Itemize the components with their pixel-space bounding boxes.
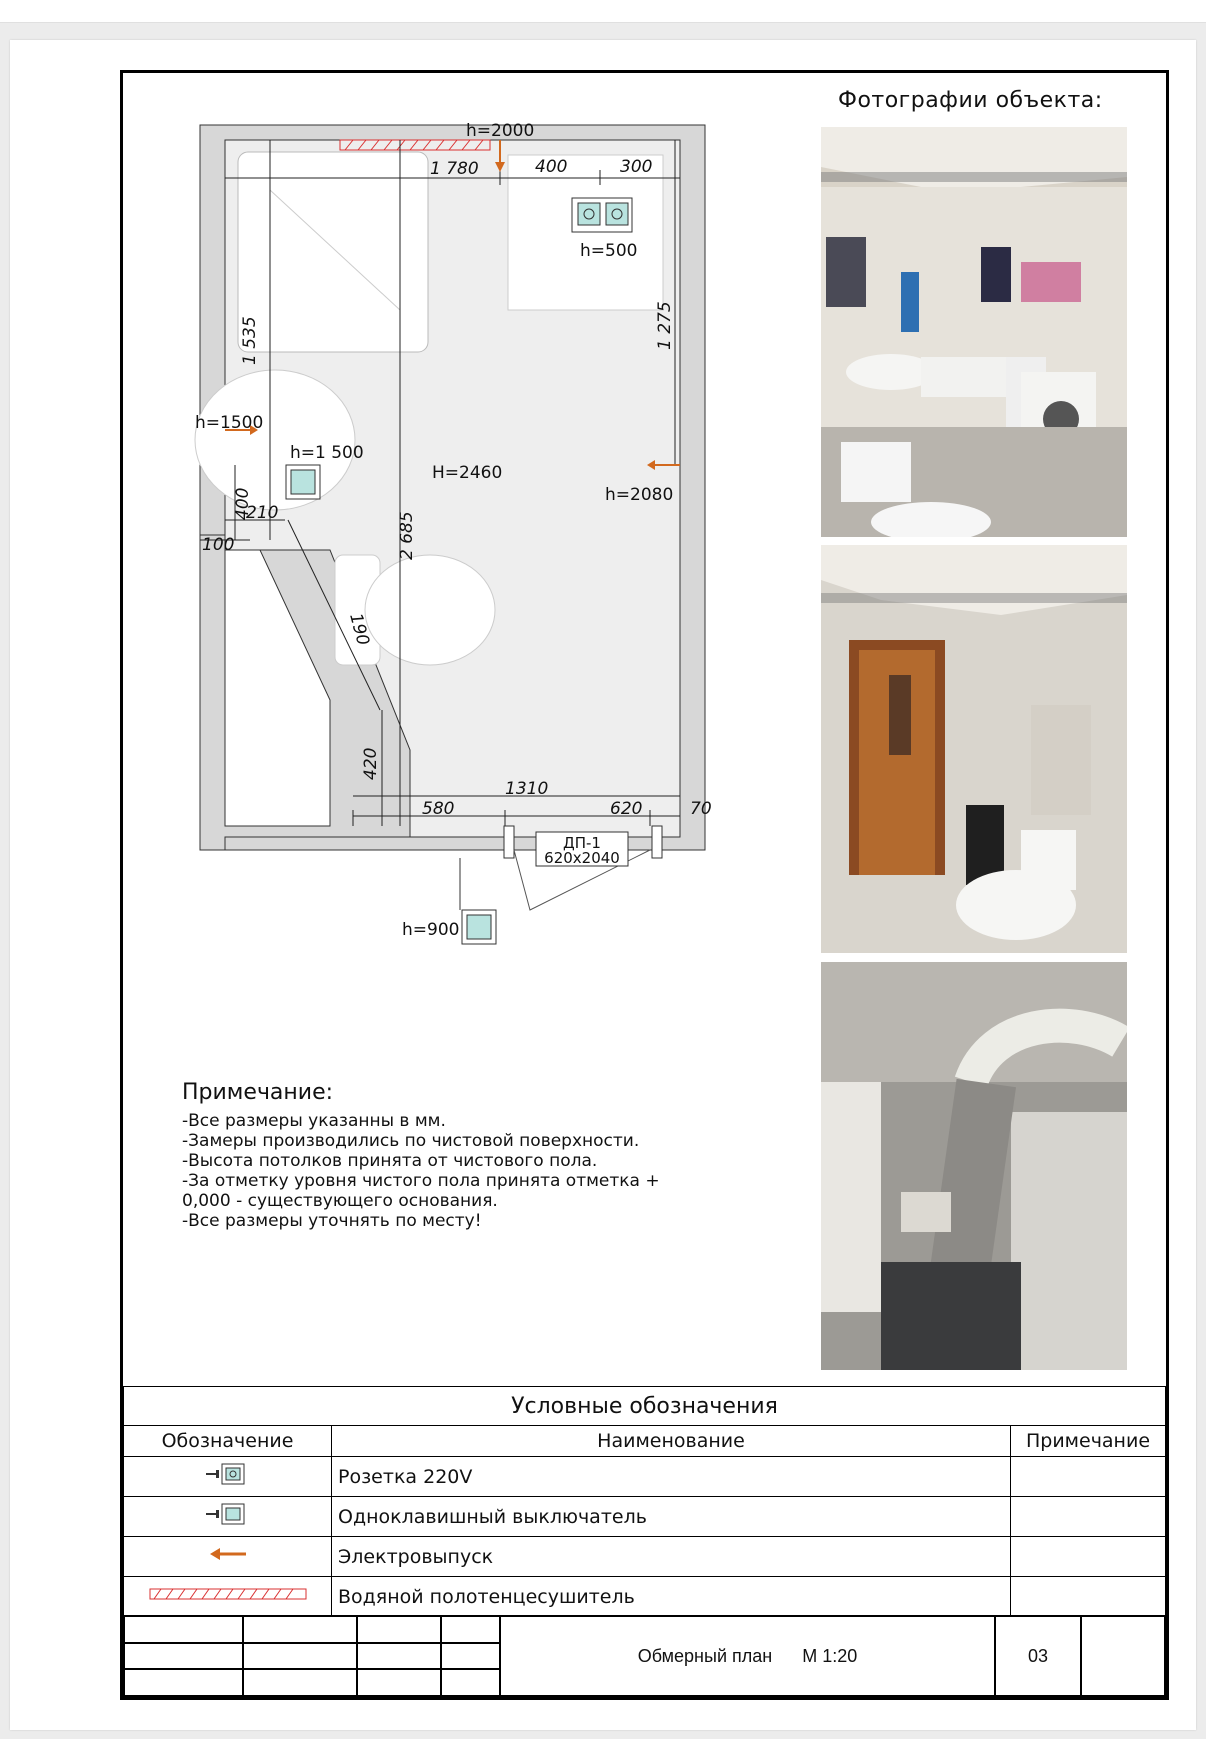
floor-plan	[150, 110, 790, 1060]
photo-door-toilet[interactable]	[821, 545, 1127, 953]
socket-icon	[572, 198, 632, 232]
door-size: 620х2040	[544, 849, 620, 867]
legend-table	[123, 1386, 1166, 1617]
door-jamb-left	[504, 826, 514, 858]
top-strip	[0, 0, 1206, 23]
label-580: 580	[422, 799, 455, 819]
label-h900: h=900	[402, 920, 460, 940]
legend-name: Водяной полотенцесушитель	[332, 1577, 1011, 1617]
legend-row	[124, 1537, 1166, 1577]
label-h1500b: h=1 500	[290, 443, 364, 463]
toilet-bowl	[365, 555, 495, 665]
label-190: 190	[345, 611, 373, 648]
label-1310: 1310	[505, 779, 549, 799]
label-210: 210	[246, 503, 279, 523]
switch-icon-door	[460, 858, 496, 944]
drawing-title: Обмерный план	[637, 1645, 773, 1666]
label-H2460: H=2460	[432, 463, 503, 483]
photo-pipe[interactable]	[821, 962, 1127, 1370]
legend-caption: Условные обозначения	[124, 1387, 1166, 1426]
legend-header-symbol: Обозначение	[124, 1426, 332, 1457]
legend-note	[1011, 1457, 1166, 1497]
note-line: -Замеры производились по чистовой поверхности.	[182, 1131, 640, 1151]
label-h500: h=500	[580, 241, 638, 261]
legend-note	[1011, 1577, 1166, 1617]
label-h1500a: h=1500	[195, 413, 264, 433]
legend-note	[1011, 1537, 1166, 1577]
socket-icon	[198, 1461, 258, 1487]
legend-name: Одноклавишный выключатель	[332, 1497, 1011, 1537]
note-line: 0,000 - существующего основания.	[182, 1191, 498, 1211]
notes-title: Примечание:	[182, 1080, 334, 1105]
label-1535: 1 535	[240, 316, 260, 365]
legend-header-name: Наименование	[332, 1426, 1011, 1457]
door-jamb-right	[652, 826, 662, 858]
label-1275: 1 275	[655, 301, 675, 350]
towel-dryer-icon	[148, 1584, 308, 1604]
legend-row	[124, 1497, 1166, 1537]
sink	[195, 370, 355, 510]
note-line: -Все размеры указанны в мм.	[182, 1111, 446, 1131]
label-420: 420	[361, 747, 381, 780]
note-line: -За отметку уровня чистого пола принята отметка +	[182, 1171, 660, 1191]
switch-icon	[198, 1501, 258, 1527]
note-line: -Высота потолков принята от чистового пола.	[182, 1151, 598, 1171]
bathroom-photo-icon	[821, 127, 1127, 537]
label-100: 100	[202, 535, 235, 555]
note-line: -Все размеры уточнять по месту!	[182, 1211, 482, 1231]
arrow-icon	[198, 1541, 258, 1567]
label-h2000: h=2000	[466, 121, 535, 141]
notes	[182, 1080, 802, 1231]
label-2685: 2 685	[397, 511, 417, 560]
door-code: ДП-1	[563, 834, 601, 852]
label-300: 300	[620, 157, 653, 177]
pipe-photo-icon	[821, 962, 1127, 1370]
legend-note	[1011, 1497, 1166, 1537]
legend-header-note: Примечание	[1011, 1426, 1166, 1457]
legend-row	[124, 1457, 1166, 1497]
title-block	[123, 1615, 1166, 1697]
legend-name: Электровыпуск	[332, 1537, 1011, 1577]
label-1780: 1 780	[430, 159, 479, 179]
photos-title: Фотографии объекта:	[838, 88, 1103, 113]
label-70: 70	[690, 799, 712, 819]
title-block-title	[500, 1616, 995, 1696]
door-toilet-photo-icon	[821, 545, 1127, 953]
label-400-top: 400	[535, 157, 568, 177]
label-400-left: 400	[233, 487, 253, 520]
sheet-number: 03	[995, 1616, 1081, 1696]
label-h2080: h=2080	[605, 485, 674, 505]
photo-bathroom[interactable]	[821, 127, 1127, 537]
legend-row	[124, 1577, 1166, 1617]
drawing-scale: М 1:20	[802, 1645, 858, 1666]
legend-name: Розетка 220V	[332, 1457, 1011, 1497]
switch-icon	[286, 465, 320, 499]
label-620: 620	[610, 799, 643, 819]
